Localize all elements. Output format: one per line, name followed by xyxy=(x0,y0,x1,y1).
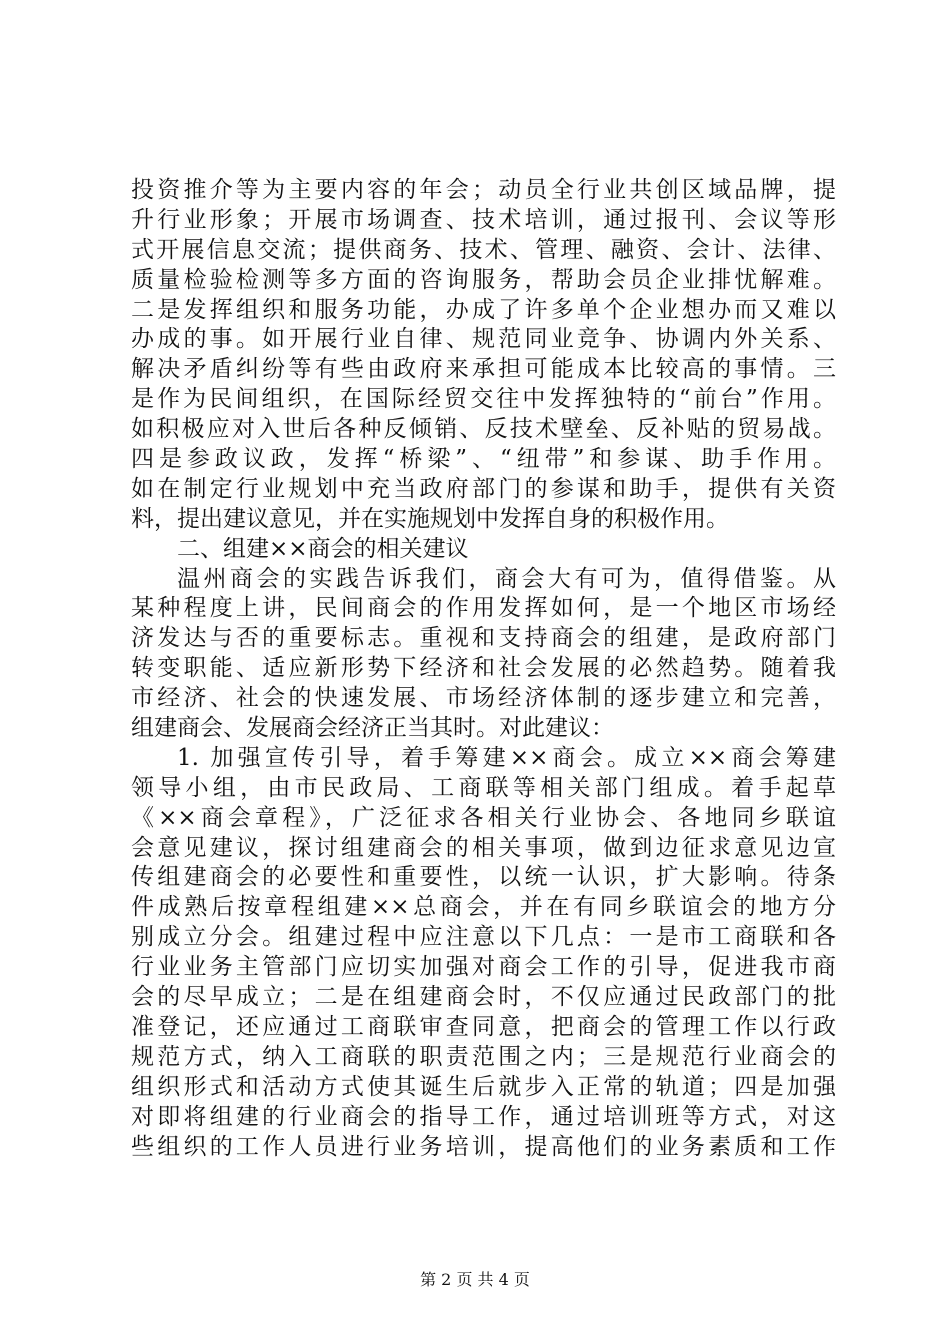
text-line: 领导小组，由市民政局、工商联等相关部门组成。着手起草 xyxy=(131,774,836,801)
text-line: 四是参政议政，发挥“桥梁”、“纽带”和参谋、助手作用。 xyxy=(131,446,836,473)
text-line: 二是发挥组织和服务功能，办成了许多单个企业想办而又难以 xyxy=(131,296,836,323)
text-line: 会的尽早成立；二是在组建商会时，不仅应通过民政部门的批 xyxy=(131,984,836,1011)
text-line: 组织形式和活动方式使其诞生后就步入正常的轨道；四是加强 xyxy=(131,1073,836,1100)
text-line: 是作为民间组织，在国际经贸交往中发挥独特的“前台”作用。 xyxy=(131,386,836,413)
text-line: 传组建商会的必要性和重要性，以统一认识，扩大影响。待条 xyxy=(131,864,836,891)
text-line: 《××商会章程》，广泛征求各相关行业协会、各地同乡联谊 xyxy=(131,804,836,831)
text-line: 准登记，还应通过工商联审查同意，把商会的管理工作以行政 xyxy=(131,1013,836,1040)
text-line: 济发达与否的重要标志。重视和支持商会的组建，是政府部门 xyxy=(131,625,836,652)
page-number-label: 第 2 页 共 4 页 xyxy=(420,1270,530,1289)
text-line: 1. 加强宣传引导，着手筹建××商会。成立××商会筹建 xyxy=(177,744,836,771)
text-line: 温州商会的实践告诉我们，商会大有可为，值得借鉴。从 xyxy=(177,565,836,592)
text-line: 办成的事。如开展行业自律、规范同业竞争、协调内外关系、 xyxy=(131,326,836,353)
text-line: 规范方式，纳入工商联的职责范围之内；三是规范行业商会的 xyxy=(131,1043,836,1070)
text-line: 料，提出建议意见，并在实施规划中发挥自身的积极作用。 xyxy=(131,505,729,532)
text-line: 件成熟后按章程组建××总商会，并在有同乡联谊会的地方分 xyxy=(131,894,836,921)
text-line: 如在制定行业规划中充当政府部门的参谋和助手，提供有关资 xyxy=(131,475,836,502)
text-line: 些组织的工作人员进行业务培训，提高他们的业务素质和工作 xyxy=(131,1133,836,1160)
text-line: 如积极应对入世后各种反倾销、反技术壁垒、反补贴的贸易战。 xyxy=(131,416,836,443)
section-heading: 二、组建××商会的相关建议 xyxy=(177,535,469,562)
text-line: 组建商会、发展商会经济正当其时。对此建议： xyxy=(131,715,614,742)
text-line: 对即将组建的行业商会的指导工作，通过培训班等方式，对这 xyxy=(131,1103,836,1130)
text-line: 解决矛盾纠纷等有些由政府来承担可能成本比较高的事情。三 xyxy=(131,356,836,383)
text-line: 投资推介等为主要内容的年会；动员全行业共创区域品牌，提 xyxy=(131,177,836,203)
text-line: 市经济、社会的快速发展、市场经济体制的逐步建立和完善， xyxy=(131,685,836,712)
document-body xyxy=(131,176,836,1162)
text-line: 转变职能、适应新形势下经济和社会发展的必然趋势。随着我 xyxy=(131,655,836,682)
text-line: 会意见建议，探讨组建商会的相关事项，做到边征求意见边宣 xyxy=(131,834,836,861)
page-footer xyxy=(0,1270,950,1290)
text-line: 某种程度上讲，民间商会的作用发挥如何，是一个地区市场经 xyxy=(131,595,836,622)
text-line: 别成立分会。组建过程中应注意以下几点：一是市工商联和各 xyxy=(131,924,836,951)
text-line: 行业业务主管部门应切实加强对商会工作的引导，促进我市商 xyxy=(131,954,836,981)
text-line: 质量检验检测等多方面的咨询服务，帮助会员企业排忧解难。 xyxy=(131,266,836,293)
text-line: 式开展信息交流；提供商务、技术、管理、融资、会计、法律、 xyxy=(131,236,836,263)
text-line: 升行业形象；开展市场调查、技术培训，通过报刊、会议等形 xyxy=(131,206,836,233)
